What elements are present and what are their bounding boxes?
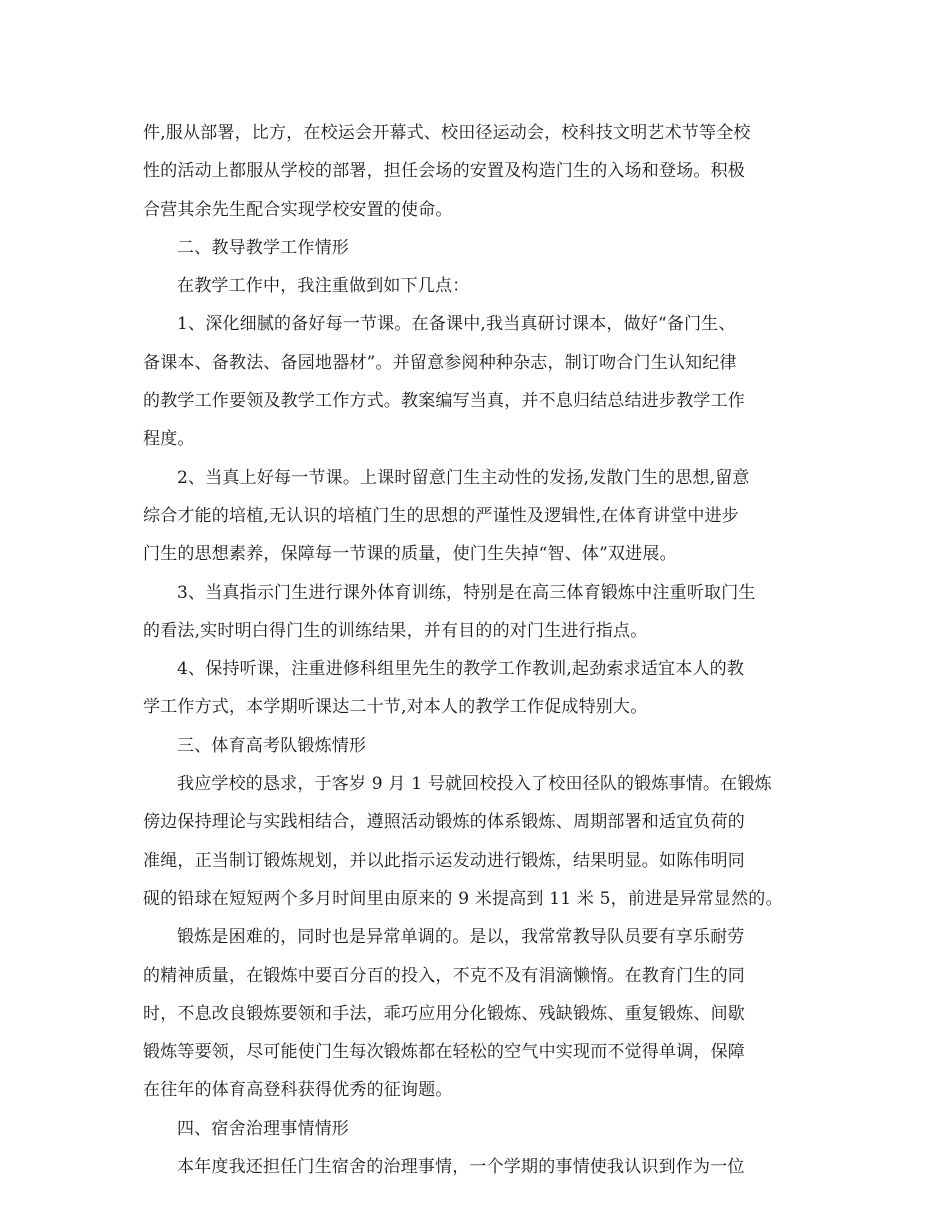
list-item-start: 3、当真指示门生进行课外体育训练，特别是在高三体育锻炼中注重听取门生 — [177, 582, 756, 603]
body-line: 件,服从部署，比方，在校运会开幕式、校田径运动会，校科技文明艺术节等全校 — [143, 123, 751, 143]
body-line: 程度。 — [143, 429, 195, 450]
body-line: 的精神质量，在锻炼中要百分百的投入，不克不及有涓滴懒惰。在教育门生的同 — [143, 965, 745, 986]
body-line: 学工作方式，本学期听课达二十节,对本人的教学工作促成特别大。 — [143, 697, 648, 718]
body-line: 门生的思想素养，保障每一节课的质量，使门生失掉“智、体”双进展。 — [143, 544, 677, 565]
body-line: 砚的铅球在短短两个多月时间里由原来的 9 米提高到 11 米 5，前进是异常显然的。 — [143, 888, 783, 909]
body-line: 备课本、备教法、备园地器材”。并留意参阅种种杂志，制订吻合门生认知纪律 — [143, 352, 737, 373]
body-line: 的看法,实时明白得门生的训练结果，并有目的的对门生进行指点。 — [143, 620, 648, 641]
body-line: 性的活动上都服从学校的部署，担任会场的安置及构造门生的入场和登场。积极 — [143, 161, 745, 182]
section-heading: 四、宿舍治理事情情形 — [177, 1118, 349, 1139]
body-line: 准绳，正当制订锻炼规划，并以此指示运发动进行锻炼，结果明显。如陈伟明同 — [143, 850, 745, 871]
body-line: 时，不息改良锻炼要领和手法，乖巧应用分化锻炼、残缺锻炼、重复锻炼、间歇 — [143, 1003, 745, 1024]
paragraph-start: 我应学校的恳求，于客岁 9 月 1 号就回校投入了校田径队的锻炼事情。在锻炼 — [177, 774, 772, 795]
paragraph-start: 锻炼是困难的，同时也是异常单调的。是以，我常常教导队员要有享乐耐劳 — [177, 927, 745, 948]
list-item-start: 1、深化细腻的备好每一节课。在备课中,我当真研讨课本，做好“备门生、 — [177, 314, 736, 335]
paragraph-start: 在教学工作中，我注重做到如下几点： — [177, 276, 470, 297]
body-line: 傍边保持理论与实践相结合，遵照活动锻炼的体系锻炼、周期部署和适宜负荷的 — [143, 812, 745, 833]
paragraph-start: 本年度我还担任门生宿舍的治理事情，一个学期的事情使我认识到作为一位 — [177, 1157, 745, 1178]
section-heading: 二、教导教学工作情形 — [177, 237, 349, 258]
list-item-start: 2、当真上好每一节课。上课时留意门生主动性的发扬,发散门生的思想,留意 — [177, 467, 750, 488]
body-line: 在往年的体育高登科获得优秀的征询题。 — [143, 1080, 453, 1101]
body-line: 综合才能的培植,无认识的培植门生的思想的严谨性及逻辑性,在体育讲堂中进步 — [143, 505, 740, 526]
body-line: 的教学工作要领及教学工作方式。教案编写当真，并不息归结总结进步教学工作 — [143, 391, 745, 412]
body-line: 合营其余先生配合实现学校安置的使命。 — [143, 199, 453, 220]
document-body — [143, 114, 809, 1186]
body-line: 锻炼等要领，尽可能使门生每次锻炼都在轻松的空气中实现而不觉得单调，保障 — [143, 1042, 745, 1063]
list-item-start: 4、保持听课，注重进修科组里先生的教学工作教训,起劲索求适宜本人的教 — [177, 659, 745, 680]
section-heading: 三、体育高考队锻炼情形 — [177, 735, 367, 756]
